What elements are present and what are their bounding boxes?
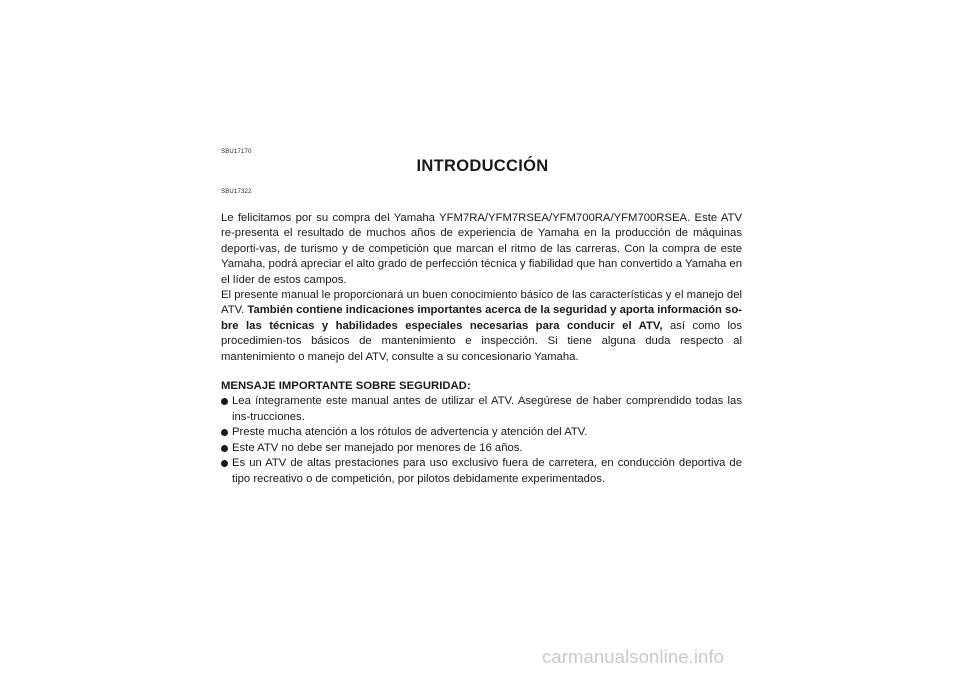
bullet-dot-icon — [221, 429, 228, 436]
safety-item — [221, 394, 742, 425]
intro-paragraph-1: Le felicitamos por su compra del Yamaha YFM7RA/YFM7RSEA/YFM700RA/YFM700RSEA. Este ATV re-presenta el resultado de muchos años de experiencia de Yamaha en la producción de máquinas deporti-vas, de turismo y de competición que marcan el ritmo de las carreras. Con la compra de este Yamaha, podrá apreciar el alto grado de perfección técnica y fiabilidad que han convertido a Yamaha en el líder de estos campos. — [221, 212, 742, 286]
doc-code-1: SBU17170 — [221, 149, 252, 155]
page-title: INTRODUCCIÓN — [416, 157, 549, 175]
safety-item — [221, 441, 742, 456]
watermark: carmanualsonline.info — [542, 646, 725, 667]
intro-p2-end: así como los procedimien-tos básicos de mantenimiento e inspección. Si tiene alguna duda respecto al mantenimiento o manejo del ATV, consulte a su concesionario Yamaha. — [221, 319, 742, 363]
intro-paragraph-2 — [221, 288, 742, 365]
safety-item — [221, 456, 742, 487]
doc-code-2: SBU17322 — [221, 189, 252, 195]
bullet-dot-icon — [221, 460, 228, 467]
intro-p2-bold: También contiene indicaciones importantes acerca de la seguridad y aporta información so-bre las técnicas y habilidades especiales necesarias para conducir el ATV, — [221, 304, 742, 332]
intro-section — [221, 211, 742, 365]
safety-list — [221, 394, 742, 486]
safety-heading: MENSAJE IMPORTANTE SOBRE SEGURIDAD: — [221, 380, 471, 393]
bullet-dot-icon — [221, 398, 228, 405]
safety-item-text: Preste mucha atención a los rótulos de advertencia y atención del ATV. — [232, 426, 588, 439]
bullet-dot-icon — [221, 445, 228, 452]
intro-p2-start: El presente manual le proporcionará un buen conocimiento básico de las características y el manejo del ATV. — [221, 289, 742, 317]
safety-item-text: Es un ATV de altas prestaciones para uso exclusivo fuera de carretera, en conducción deportiva de tipo recreativo o de competición, por pilotos debidamente experimentados. — [232, 457, 742, 485]
safety-item-text: Lea íntegramente este manual antes de utilizar el ATV. Asegúrese de haber comprendido todas las ins-trucciones. — [232, 395, 742, 423]
safety-item — [221, 425, 742, 440]
safety-item-text: Este ATV no debe ser manejado por menores de 16 años. — [232, 441, 523, 454]
manual-page — [221, 148, 742, 487]
